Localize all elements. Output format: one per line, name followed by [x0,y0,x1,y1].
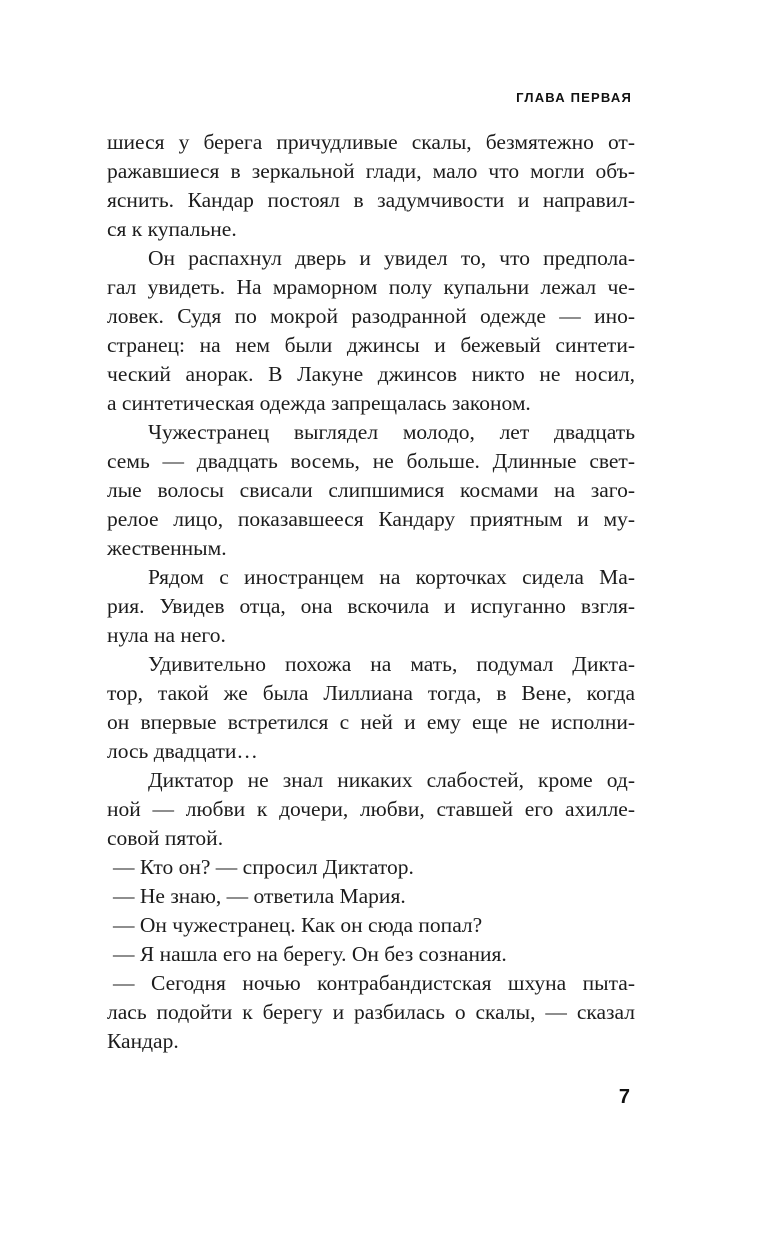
text-line: он впервые встретился с ней и ему еще не исполни- [107,710,635,734]
text-line: жественным. [107,536,227,560]
text-line: совой пятой. [107,826,224,850]
text-line: лые волосы свисали слипшимися космами на заго- [107,478,635,502]
text-line: Кандар. [107,1029,179,1053]
paragraph-start-line: Он распахнул дверь и увидел то, что предпола- [148,246,635,270]
paragraph-start-line: Чужестранец выглядел молодо, лет двадцать [148,420,635,444]
text-line: ражавшиеся в зеркальной глади, мало что могли объ- [107,159,635,183]
text-line: лась подойти к берегу и разбилась о скалы, — сказал [107,1000,635,1024]
text-line: семь — двадцать восемь, не больше. Длинные свет- [107,449,635,473]
text-line: странец: на нем были джинсы и бежевый синтети- [107,333,635,357]
text-line: ческий анорак. В Лакуне джинсов никто не носил, [107,362,635,386]
text-line: лось двадцати… [107,739,258,763]
text-line: шиеся у берега причудливые скалы, безмятежно от- [107,130,635,154]
dialogue-line: — Он чужестранец. Как он сюда попал? [113,913,483,937]
body-text [107,128,635,1056]
dialogue-line: — Я нашла его на берегу. Он без сознания. [113,942,507,966]
text-line: яснить. Кандар постоял в задумчивости и направил- [107,188,635,212]
text-line: а синтетическая одежда запрещалась законом. [107,391,531,415]
dialogue-line: — Не знаю, — ответила Мария. [113,884,406,908]
dialogue-line: — Кто он? — спросил Диктатор. [113,855,414,879]
text-line: гал увидеть. На мраморном полу купальни лежал че- [107,275,635,299]
paragraph-start-line: Удивительно похожа на мать, подумал Дикта- [148,652,635,676]
text-line: ся к купальне. [107,217,237,241]
text-line: ной — любви к дочери, любви, ставшей его ахилле- [107,797,635,821]
paragraph-start-line: Рядом с иностранцем на корточках сидела Ма- [148,565,635,589]
running-head: ГЛАВА ПЕРВАЯ [516,90,632,105]
text-line: тор, такой же была Лиллиана тогда, в Вене, когда [107,681,635,705]
text-line: рия. Увидев отца, она вскочила и испуганно взгля- [107,594,635,618]
dialogue-line: — Сегодня ночью контрабандистская шхуна пыта- [113,971,635,995]
text-line: релое лицо, показавшееся Кандару приятным и му- [107,507,635,531]
text-line: нула на него. [107,623,226,647]
page-number: 7 [618,1086,630,1108]
text-line: ловек. Судя по мокрой разодранной одежде — ино- [107,304,635,328]
paragraph-start-line: Диктатор не знал никаких слабостей, кроме од- [148,768,635,792]
